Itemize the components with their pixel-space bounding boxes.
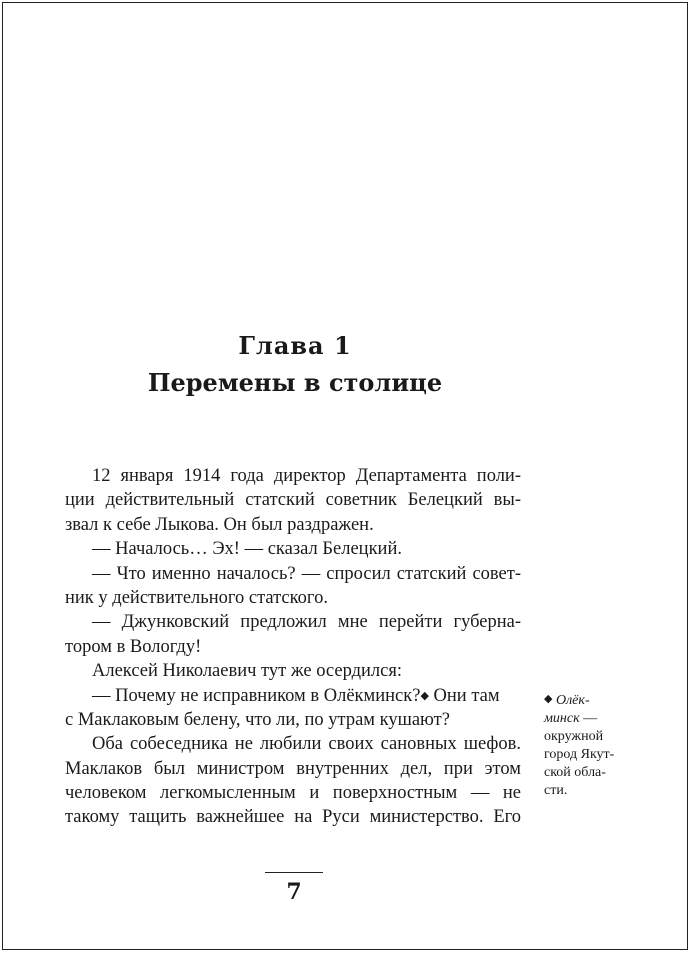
book-page <box>2 2 688 950</box>
chapter-title: Перемены в столице <box>147 368 443 397</box>
margin-note-line <box>544 710 634 728</box>
margin-note <box>544 690 634 800</box>
text-line: человеком легкомысленным и поверхностным — не <box>65 783 521 804</box>
page-number-rule <box>265 872 323 873</box>
margin-note-line: сти. <box>544 783 568 798</box>
text-line: ник у действительного статского. <box>65 587 328 608</box>
text-segment: — Почему не исправником в Олёкминск? <box>92 685 421 706</box>
text-line-with-note <box>65 684 521 708</box>
text-line: — Началось… Эх! — сказал Белецкий. <box>92 539 402 560</box>
text-line: Алексей Николаевич тут же осердился: <box>92 661 402 682</box>
margin-note-line <box>544 690 634 710</box>
note-dash: — <box>579 711 598 726</box>
body-text <box>65 464 521 830</box>
page-number: 7 <box>286 879 302 905</box>
note-term: Олёк- <box>555 693 590 708</box>
note-term: минск <box>544 711 580 726</box>
margin-note-line: окружной <box>544 729 604 744</box>
chapter-number: Глава 1 <box>238 331 352 360</box>
text-line: с Маклаковым белену, что ли, по утрам кушают? <box>65 709 450 730</box>
text-line: — Что именно началось? — спросил статский совет- <box>92 563 521 584</box>
text-line: такому тащить важнейшее на Руси министерство. Его <box>65 807 521 828</box>
text-line: Оба собеседника не любили своих сановных шефов. <box>92 734 521 755</box>
text-line: звал к себе Лыкова. Он был раздражен. <box>65 514 374 535</box>
text-line: Маклаков был министром внутренних дел, при этом <box>65 758 521 779</box>
text-line: ции действительный статский советник Белецкий вы- <box>65 490 521 511</box>
note-marker: ◆ <box>544 693 553 705</box>
text-line: тором в Вологду! <box>65 636 202 657</box>
text-line: 12 января 1914 года директор Департамента поли- <box>92 466 521 486</box>
text-line: — Джунковский предложил мне перейти губерна- <box>92 612 521 633</box>
footnote-marker: ◆ <box>420 689 429 702</box>
margin-note-line: ской обла- <box>544 765 606 780</box>
margin-note-line: город Якут- <box>544 747 615 762</box>
text-segment: Они там <box>428 685 500 706</box>
